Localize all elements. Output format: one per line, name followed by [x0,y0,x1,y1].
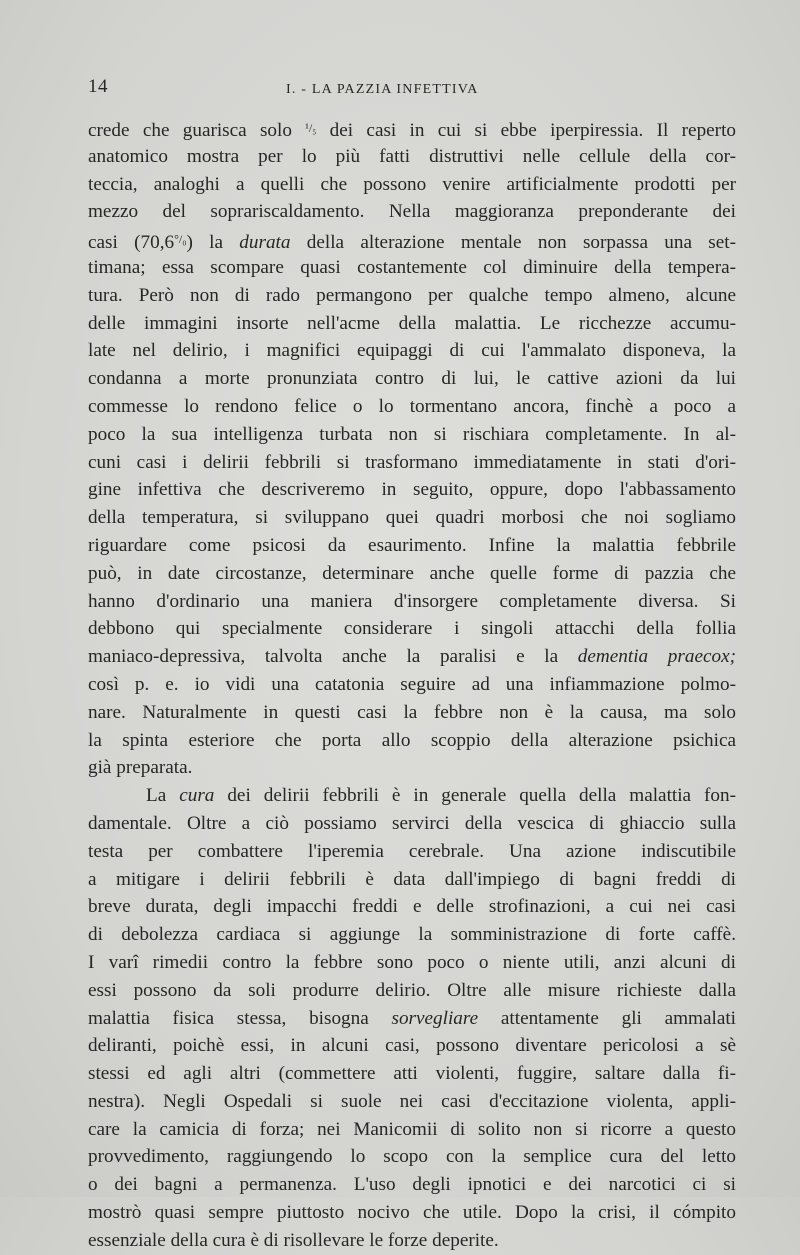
text-segment: poco la sua intelligenza turbata non si rischiara completamente. In al- [88,423,736,445]
text-segment: nare. Naturalmente in questi casi la febbre non è la causa, ma solo [88,701,736,723]
text-segment: dei delirii febbrili è in generale quella della malattia fon- [214,785,736,807]
text-line [88,643,736,671]
text-segment: della alterazione mentale non sorpassa una set- [290,232,736,254]
text-segment: attentamente gli ammalati [478,1007,736,1029]
text-line [88,838,736,866]
text-segment: crede che guarisca solo [88,120,306,141]
text-line [88,921,736,949]
text-line [88,1116,736,1144]
text-line [88,560,736,588]
text-segment: debbono qui specialmente considerare i singoli attacchi della follia [88,618,736,640]
text-segment: nestra). Negli Ospedali si suole nei casi d'eccitazione violenta, appli- [88,1090,736,1112]
text-segment: gine infettiva che descriveremo in seguito, oppure, dopo l'abbassamento [88,479,736,501]
text-segment: I varî rimedii contro la febbre sono poco o niente utili, anzi alcuni di [88,951,736,973]
text-line [88,365,736,393]
text-line [88,449,736,477]
text-line [88,282,736,310]
text-segment: riguardare come psicosi da esaurimento. Infine la malattia febbrile [88,534,736,556]
running-head: I. - LA PAZZIA INFETTIVA [286,82,479,97]
text-segment: care la camicia di forza; nei Manicomii di solito non si ricorre a questo [88,1118,736,1140]
text-line [88,588,736,616]
text-segment: timana; essa scompare quasi costantemente col diminuire della tempera- [88,256,736,278]
text-segment: damentale. Oltre a ciò possiamo servirci della vescica di ghiaccio sulla [88,812,736,834]
text-segment: teccia, analoghi a quelli che possono venire artificialmente prodotti per [88,173,736,195]
italic-text: sorvegliare [391,1007,479,1029]
text-segment: la spinta esteriore che porta allo scoppio della alterazione psichica [88,729,736,751]
text-line [88,254,736,282]
text-segment: ¹/₅ [305,121,317,135]
text-line [88,866,736,894]
text-segment: ) la [186,232,240,254]
text-segment: mostrò quasi sempre piuttosto nocivo che utile. Dopo la crisi, il cómpito [88,1202,736,1224]
text-line [88,1060,736,1088]
text-segment: testa per combattere l'iperemia cerebrale. Una azione indiscutibile [88,840,736,862]
text-line [88,782,736,810]
text-segment: casi (70,6 [88,232,175,254]
text-line [88,977,736,1005]
text-segment: può, in date circostanze, determinare anche quelle forme di pazzia che [88,562,736,584]
text-line [88,115,736,143]
text-segment: La [146,785,180,807]
text-line [88,727,736,755]
page-header [88,76,748,104]
page-number: 14 [88,76,108,97]
italic-text: cura [179,785,215,807]
text-line [88,1032,736,1060]
text-segment: stessi ed agli altri (commettere atti violenti, fuggire, saltare dalla fi- [88,1063,736,1085]
text-line [88,476,736,504]
text-line [88,1171,736,1199]
text-segment: o dei bagni a permanenza. L'uso degli ipnotici e dei narcotici ci si [88,1174,736,1196]
text-line [88,1199,736,1227]
body-text [88,115,736,1255]
text-segment: late nel delirio, i magnifici equipaggi di cui l'ammalato disponeva, la [88,340,736,362]
italic-text: dementia praecox; [577,646,736,668]
text-line [88,337,736,365]
text-line [88,226,736,254]
text-segment: hanno d'ordinario una maniera d'insorgere completamente diversa. Si [88,590,736,612]
text-line [88,1143,736,1171]
text-line [88,171,736,199]
text-line [88,1088,736,1116]
text-line [88,810,736,838]
text-segment: delle immagini insorte nell'acme della malattia. Le ricchezze accumu- [88,312,736,334]
italic-text: durata [239,232,291,254]
text-segment: breve durata, degli impacchi freddi e delle strofinazioni, a cui nei casi [88,896,736,918]
text-segment: essenziale della cura è di risollevare le forze deperite. [88,1229,499,1251]
text-segment: tura. Però non di rado permangono per qualche tempo almeno, alcune [88,284,736,306]
text-segment: condanna a morte pronunziata contro di lui, le cattive azioni da lui [88,368,736,390]
text-segment: commesse lo rendono felice o lo tormentano ancora, finchè a poco a [88,395,736,417]
text-segment: cuni casi i delirii febbrili si trasformano immediatamente in stati d'ori- [88,451,736,473]
text-line [88,615,736,643]
text-line [88,754,736,782]
text-line [88,1227,736,1255]
text-line [88,393,736,421]
text-segment: mezzo del soprariscaldamento. Nella maggioranza preponderante dei [88,201,736,223]
text-segment: °/₀ [174,232,187,247]
text-segment: già preparata. [88,757,193,779]
text-segment: della temperatura, si sviluppano quei quadri morbosi che noi sogliamo [88,507,736,529]
text-segment: a mitigare i delirii febbrili è data dall'impiego di bagni freddi di [88,868,736,890]
text-line [88,198,736,226]
text-segment: deliranti, poichè essi, in alcuni casi, possono diventare pericolosi a sè [88,1035,736,1057]
text-segment: dei casi in cui si ebbe iperpiressia. Il reperto [316,120,736,141]
text-segment: maniaco-depressiva, talvolta anche la paralisi e la [88,646,578,668]
text-line [88,532,736,560]
text-line [88,671,736,699]
text-segment: malattia fisica stessa, bisogna [88,1007,392,1029]
text-line [88,1005,736,1033]
text-segment: anatomico mostra per lo più fatti distruttivi nelle cellule della cor- [88,145,736,167]
text-line [88,421,736,449]
text-segment: così p. e. io vidi una catatonia seguire ad una infiammazione polmo- [88,673,736,695]
text-line [88,699,736,727]
text-segment: di debolezza cardiaca si aggiunge la somministrazione di forte caffè. [88,924,736,946]
text-line [88,310,736,338]
text-line [88,949,736,977]
text-line [88,893,736,921]
text-line [88,143,736,171]
text-segment: provvedimento, raggiungendo lo scopo con la semplice cura del letto [88,1146,736,1168]
text-segment: essi possono da soli produrre delirio. Oltre alle misure richieste dalla [88,979,736,1001]
text-line [88,504,736,532]
